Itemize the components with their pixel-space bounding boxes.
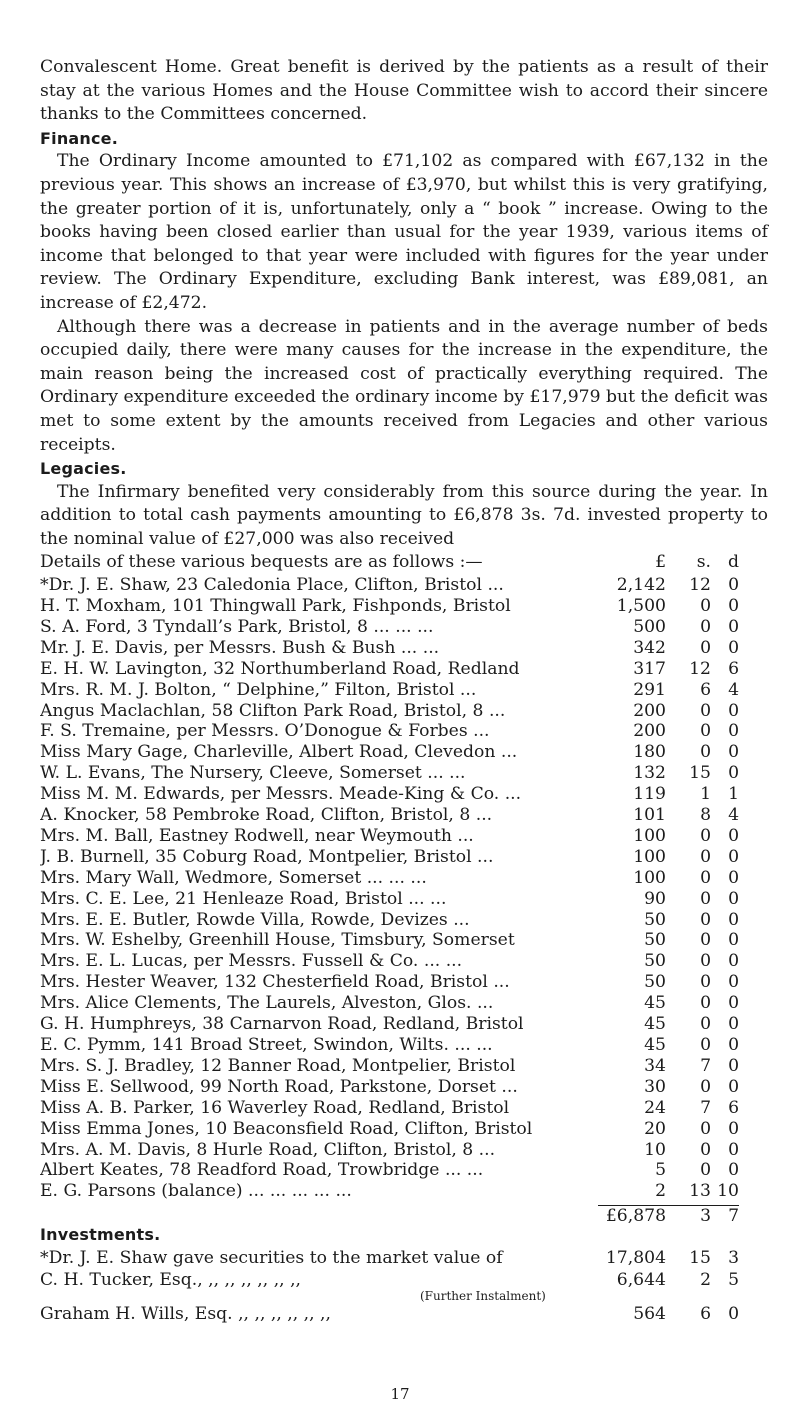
bequest-pence: 0 [728, 575, 739, 596]
bequest-shillings: 0 [700, 742, 711, 763]
bequest-name: Mrs. Mary Wall, Wedmore, Somerset ... ... ... [40, 867, 427, 888]
bequest-row [40, 993, 768, 1014]
bequest-pence: 0 [728, 951, 739, 972]
bequest-name: Mrs. M. Ball, Eastney Rodwell, near Weymouth ... [40, 825, 474, 846]
bequest-pounds: 119 [633, 784, 666, 805]
investment-shillings: 2 [700, 1269, 711, 1290]
bequest-pounds: 100 [633, 825, 666, 846]
investments-heading: Investments. [40, 1225, 161, 1245]
bequest-shillings: 0 [700, 1160, 711, 1181]
bequest-name: J. B. Burnell, 35 Coburg Road, Montpelier, Bristol ... [40, 846, 494, 867]
total-amount [598, 1205, 739, 1227]
bequest-shillings: 12 [689, 575, 711, 596]
bequest-shillings: 0 [700, 909, 711, 930]
bequest-name: Mrs. A. M. Davis, 8 Hurle Road, Clifton, Bristol, 8 ... [40, 1139, 496, 1160]
bequest-shillings: 0 [700, 1035, 711, 1055]
bequest-pence: 0 [728, 763, 739, 784]
bequest-shillings: 0 [700, 846, 711, 867]
bequest-shillings: 0 [700, 825, 711, 846]
bequest-pence: 0 [728, 867, 739, 888]
bequest-name: Miss E. Sellwood, 99 North Road, Parkstone, Dorset ... [40, 1076, 518, 1097]
bequest-pounds: 200 [633, 700, 666, 721]
bequest-shillings: 0 [700, 1014, 711, 1035]
investment-pounds: 564 [633, 1303, 666, 1324]
bequest-name: G. H. Humphreys, 38 Carnarvon Road, Redland, Bristol [40, 1014, 524, 1035]
bequest-row [40, 1160, 768, 1181]
bequest-pence: 0 [728, 742, 739, 763]
bequest-pence: 0 [728, 993, 739, 1014]
bequest-row [40, 701, 768, 722]
bequest-pounds: 50 [644, 951, 666, 972]
bequest-shillings: 0 [700, 616, 711, 637]
bequest-pounds: 45 [644, 993, 666, 1014]
bequests-header-row [40, 551, 768, 575]
bequest-row [40, 596, 768, 617]
bequest-pounds: 10 [644, 1139, 666, 1160]
bequest-row [40, 889, 768, 910]
bequest-row [40, 930, 768, 951]
details-label: Details of these various bequests are as follows :— [40, 552, 483, 573]
bequest-pence: 0 [728, 930, 739, 951]
bequest-row [40, 1014, 768, 1035]
bequest-shillings: 0 [700, 1076, 711, 1097]
investment-pounds: 6,644 [616, 1269, 666, 1290]
bequest-pence: 0 [728, 1014, 739, 1035]
bequest-row [40, 847, 768, 868]
further-instalment-note: (Further Instalment) [420, 1288, 546, 1303]
bequest-name: A. Knocker, 58 Pembroke Road, Clifton, Bristol, 8 ... [40, 805, 493, 826]
shillings-column-header: s. [696, 552, 711, 573]
bequest-row [40, 721, 768, 742]
bequest-shillings: 1 [700, 784, 711, 805]
bequest-pounds: 50 [644, 972, 666, 993]
bequest-shillings: 0 [700, 700, 711, 721]
bequest-pence: 6 [728, 1097, 739, 1118]
bequest-pence: 0 [728, 721, 739, 742]
bequest-pence: 0 [728, 1055, 739, 1076]
legacies-paragraph: The Infirmary benefited very considerably from this source during the year. In addition to total cash payments amounting to £6,878 3s. 7d. invested property to the nominal value of £27,000 was also received [40, 481, 768, 549]
bequest-name: Angus Maclachlan, 58 Clifton Park Road, Bristol, 8 ... [40, 700, 506, 721]
bequest-pence: 10 [717, 1181, 739, 1202]
bequest-pounds: 45 [644, 1014, 666, 1035]
bequest-name: Mrs. Hester Weaver, 132 Chesterfield Road, Bristol ... [40, 972, 510, 993]
bequest-pounds: 500 [633, 616, 666, 637]
bequest-row [40, 1035, 768, 1056]
bequest-row [40, 910, 768, 931]
bequest-shillings: 0 [700, 930, 711, 951]
bequest-pence: 0 [728, 1160, 739, 1181]
bequest-row [40, 784, 768, 805]
bequest-row [40, 1077, 768, 1098]
investment-row [40, 1247, 768, 1269]
bequest-name: *Dr. J. E. Shaw, 23 Caledonia Place, Clifton, Bristol ... [40, 575, 504, 596]
investment-name: Graham H. Wills, Esq. ,, ,, ,, ,, ,, ,, [40, 1303, 331, 1324]
intro-paragraph: Convalescent Home. Great benefit is derived by the patients as a result of their stay at the various Homes and the House Committee wish to accord their sincere thanks to the Committees concerned. [40, 57, 768, 125]
bequest-row [40, 1119, 768, 1140]
bequest-name: Miss M. M. Edwards, per Messrs. Meade-King & Co. ... [40, 784, 522, 805]
bequest-name: Miss Emma Jones, 10 Beaconsfield Road, Clifton, Bristol [40, 1118, 533, 1139]
pence-column-header: d [727, 552, 739, 573]
bequest-pence: 4 [728, 679, 739, 700]
bequest-shillings: 7 [700, 1097, 711, 1118]
bequest-pounds: 317 [633, 658, 666, 679]
bequest-name: S. A. Ford, 3 Tyndall’s Park, Bristol, 8 ... ... ... [40, 616, 434, 637]
bequest-shillings: 0 [700, 595, 711, 616]
bequest-name: Mr. J. E. Davis, per Messrs. Bush & Bush ... ... [40, 637, 440, 658]
bequests-table [40, 575, 768, 1202]
bequest-name: Miss A. B. Parker, 16 Waverley Road, Redland, Bristol [40, 1097, 510, 1118]
bequest-pounds: 24 [644, 1097, 666, 1118]
bequest-shillings: 0 [700, 1118, 711, 1139]
bequest-pence: 0 [728, 888, 739, 909]
bequest-shillings: 13 [689, 1181, 711, 1202]
investment-shillings: 15 [689, 1247, 711, 1268]
bequest-pounds: 101 [633, 805, 666, 826]
bequest-row [40, 763, 768, 784]
total-shillings: 3 [700, 1206, 711, 1227]
bequest-shillings: 7 [700, 1055, 711, 1076]
bequest-pence: 0 [728, 1118, 739, 1139]
bequest-name: H. T. Moxham, 101 Thingwall Park, Fishponds, Bristol [40, 595, 511, 616]
bequest-pence: 0 [728, 846, 739, 867]
bequest-name: Mrs. E. E. Butler, Rowde Villa, Rowde, Devizes ... [40, 909, 470, 930]
bequest-pounds: 100 [633, 867, 666, 888]
bequest-row [40, 972, 768, 993]
bequest-row [40, 868, 768, 889]
bequest-pence: 0 [728, 909, 739, 930]
bequest-name: E. C. Pymm, 141 Broad Street, Swindon, Wilts. ... ... [40, 1035, 493, 1055]
total-pence: 7 [728, 1206, 739, 1227]
bequest-pence: 1 [728, 784, 739, 805]
bequest-row [40, 951, 768, 972]
bequest-pounds: 50 [644, 930, 666, 951]
bequest-row [40, 1056, 768, 1077]
document-page [40, 56, 768, 1325]
bequest-row [40, 1098, 768, 1119]
bequest-pounds: 132 [633, 763, 666, 784]
bequest-shillings: 0 [700, 1139, 711, 1160]
bequest-name: Mrs. Alice Clements, The Laurels, Alveston, Glos. ... [40, 993, 494, 1014]
bequest-shillings: 0 [700, 721, 711, 742]
investment-shillings: 6 [700, 1303, 711, 1324]
bequest-name: E. H. W. Lavington, 32 Northumberland Road, Redland [40, 658, 520, 679]
bequest-shillings: 0 [700, 867, 711, 888]
bequest-name: Albert Keates, 78 Readford Road, Trowbridge ... ... [40, 1160, 484, 1181]
bequest-shillings: 8 [700, 805, 711, 826]
total-pounds: £6,878 [605, 1206, 666, 1227]
page-number: 17 [390, 1385, 410, 1403]
bequest-pounds: 291 [633, 679, 666, 700]
bequest-shillings: 15 [689, 763, 711, 784]
investment-name: *Dr. J. E. Shaw gave securities to the market value of [40, 1247, 503, 1268]
bequest-row [40, 826, 768, 847]
investment-pence: 3 [728, 1247, 739, 1268]
bequest-pence: 0 [728, 1076, 739, 1097]
bequest-pence: 0 [728, 700, 739, 721]
bequest-pence: 6 [728, 658, 739, 679]
bequest-name: E. G. Parsons (balance) ... ... ... ... ... [40, 1181, 352, 1202]
bequest-row [40, 805, 768, 826]
bequest-row [40, 617, 768, 638]
bequest-pounds: 200 [633, 721, 666, 742]
bequest-row [40, 659, 768, 680]
bequest-shillings: 12 [689, 658, 711, 679]
investment-pounds: 17,804 [605, 1247, 666, 1268]
bequest-row [40, 1181, 768, 1202]
finance-paragraph-1: The Ordinary Income amounted to £71,102 as compared with £67,132 in the previous year. This shows an increase of £3,970, but whilst this is very gratifying, the greater portion of it is, unfortunately, only a “ book ” increase. Owing to the books having been closed earlier than usual for the year 1939, various items of income that belonged to that year were included with figures for the year under review. The Ordinary Expenditure, excluding Bank interest, was £89,081, an increase of £2,472. [40, 151, 768, 313]
bequest-pence: 0 [728, 595, 739, 616]
investment-name: C. H. Tucker, Esq., ,, ,, ,, ,, ,, ,, [40, 1269, 302, 1290]
bequests-total-row [40, 1205, 768, 1227]
bequest-pence: 4 [728, 805, 739, 826]
bequest-pence: 0 [728, 972, 739, 993]
bequest-name: Mrs. C. E. Lee, 21 Henleaze Road, Bristol ... ... [40, 888, 447, 909]
bequest-shillings: 0 [700, 637, 711, 658]
bequest-pounds: 5 [655, 1160, 666, 1181]
bequest-row [40, 742, 768, 763]
bequest-name: Mrs. W. Eshelby, Greenhill House, Timsbury, Somerset [40, 930, 515, 951]
bequest-row [40, 575, 768, 596]
bequest-name: Mrs. R. M. J. Bolton, “ Delphine,” Filton, Bristol ... [40, 679, 477, 700]
bequest-shillings: 0 [700, 888, 711, 909]
bequest-row [40, 1140, 768, 1161]
bequest-pounds: 30 [644, 1076, 666, 1097]
bequest-pounds: 20 [644, 1118, 666, 1139]
bequest-name: Mrs. S. J. Bradley, 12 Banner Road, Montpelier, Bristol [40, 1055, 516, 1076]
bequest-pounds: 34 [644, 1055, 666, 1076]
bequest-pence: 0 [728, 825, 739, 846]
bequest-shillings: 0 [700, 951, 711, 972]
bequest-pence: 0 [728, 637, 739, 658]
bequest-pence: 0 [728, 1035, 739, 1055]
bequest-name: F. S. Tremaine, per Messrs. O’Donogue & Forbes ... [40, 721, 490, 742]
finance-heading: Finance. [40, 128, 119, 148]
bequest-row [40, 680, 768, 701]
bequest-pounds: 180 [633, 742, 666, 763]
bequest-pounds: 90 [644, 888, 666, 909]
bequest-pounds: 50 [644, 909, 666, 930]
investment-row [40, 1269, 768, 1291]
bequest-shillings: 0 [700, 972, 711, 993]
bequest-pounds: 2 [655, 1181, 666, 1202]
bequest-pounds: 1,500 [616, 595, 666, 616]
bequest-pence: 0 [728, 1139, 739, 1160]
bequest-pounds: 100 [633, 846, 666, 867]
bequest-name: Mrs. E. L. Lucas, per Messrs. Fussell & Co. ... ... [40, 951, 463, 972]
bequest-pounds: 45 [644, 1035, 666, 1055]
pounds-column-header: £ [655, 552, 666, 573]
bequest-name: W. L. Evans, The Nursery, Cleeve, Somerset ... ... [40, 763, 466, 784]
bequest-name: Miss Mary Gage, Charleville, Albert Road, Clevedon ... [40, 742, 518, 763]
bequest-pence: 0 [728, 616, 739, 637]
bequest-row [40, 638, 768, 659]
investment-pence: 5 [728, 1269, 739, 1290]
bequest-shillings: 6 [700, 679, 711, 700]
legacies-heading: Legacies. [40, 459, 127, 479]
bequest-pounds: 342 [633, 637, 666, 658]
finance-paragraph-2: Although there was a decrease in patients and in the average number of beds occupied daily, there were many causes for the increase in the expenditure, the main reason being the increased cost of practically everything required. The Ordinary expenditure exceeded the ordinary income by £17,979 but the deficit was met to some extent by the amounts received from Legacies and other various receipts. [40, 316, 768, 455]
bequest-pounds: 2,142 [616, 575, 666, 596]
bequest-shillings: 0 [700, 993, 711, 1014]
investment-row [40, 1303, 768, 1325]
investment-pence: 0 [728, 1303, 739, 1324]
